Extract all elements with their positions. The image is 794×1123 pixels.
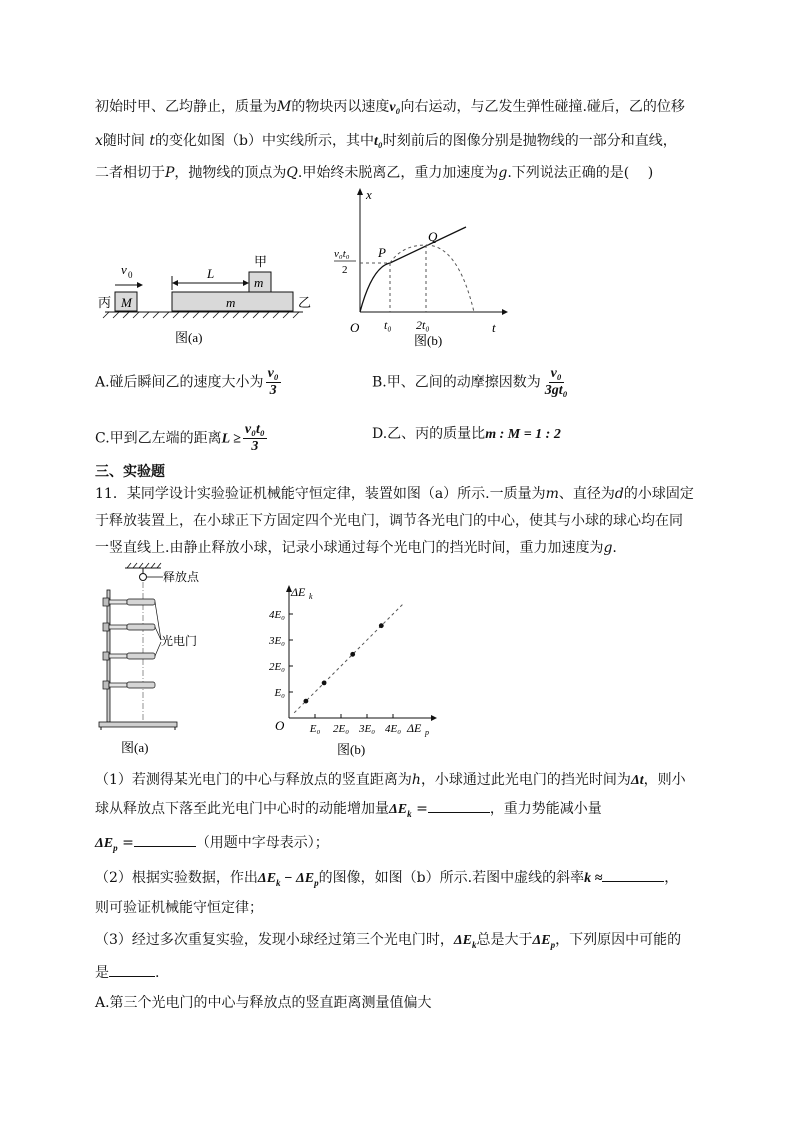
q10-stem-line1: 初始时甲、乙均静止，质量为M的物块丙以速度v₀向右运动，与乙发生弹性碰撞.碰后，乙的位移 — [95, 99, 685, 115]
q10-option-c[interactable]: C.甲到乙左端的距离L ≥ $\frac{\text{v₀t₀}}{3}$ — [95, 422, 265, 454]
q11-stem-line3: 一竖直线上.由静止释放小球，记录小球通过每个光电门的挡光时间，重力加速度为g. — [95, 540, 617, 556]
photogate-1 — [103, 598, 155, 606]
velocity-arrowhead — [137, 282, 143, 288]
q10-option-a[interactable]: A.碰后瞬间乙的速度大小为 $\frac{\text{v₀}}{3}$ — [95, 366, 279, 398]
photogate-3 — [103, 652, 155, 660]
blank-slope-k[interactable] — [602, 867, 664, 882]
fig-b-caption: 图(b) — [414, 333, 443, 348]
y-tick-label: 3E₀ — [268, 635, 285, 647]
x-axis-arrow — [357, 188, 363, 195]
parabola-dashed-continuation — [390, 245, 474, 312]
x-t-parabola — [360, 263, 390, 312]
L-label: L — [207, 266, 215, 281]
option-b-fraction: $\frac{\text{v₀}}{\text{3gt₀}}$ — [544, 366, 568, 398]
y-tick-label: 2E₀ — [268, 661, 285, 673]
q11-figure-b-chart — [255, 580, 445, 758]
ball — [140, 574, 147, 581]
origin-label: O — [350, 320, 360, 335]
bing-label: 丙 — [98, 295, 112, 310]
q11-stem-line1: 11．某同学设计实验验证机械能守恒定律，装置如图（a）所示.一质量为m、直径为d的小球固定 — [95, 486, 694, 502]
q10-stem-line3: 二者相切于P，抛物线的顶点为Q.甲始终未脱离乙，重力加速度为g.下列说法正确的是( ) — [95, 165, 654, 181]
jia-label: 甲 — [254, 254, 268, 269]
q11-stem-line2: 于释放装置上，在小球正下方固定四个光电门，调节各光电门的中心，使其与小球的球心均在同 — [95, 513, 683, 529]
x-tick-label: 2E₀ — [332, 723, 350, 735]
x-axis-label: x — [366, 187, 372, 202]
chart-y-label: ΔE — [291, 585, 306, 599]
option-a-fraction: $\frac{\text{v₀}}{3}$ — [267, 366, 279, 398]
chart-x-label-sub: p — [425, 728, 429, 737]
photogate-2 — [103, 623, 155, 631]
Q-label: Q — [428, 229, 438, 244]
ceiling-hatching — [127, 563, 161, 568]
block-M-label: M — [121, 295, 132, 310]
t0-tick: t₀ — [384, 318, 392, 332]
photogate-label: 光电门 — [161, 634, 198, 648]
stand-base — [99, 722, 177, 727]
q10-option-b[interactable]: B.甲、乙间的动摩擦因数为 $\frac{\text{v₀}}{\text{3gt₀}}$ — [372, 366, 568, 398]
data-point — [379, 623, 384, 628]
chart-origin: O — [275, 718, 285, 733]
data-point — [322, 681, 327, 686]
q11-part3-line1: （3）经过多次重复实验，发现小球经过第三个光电门时，$\Delta E_k$总是大于$\Delta E_p$，下列原因中可能的 — [95, 932, 682, 950]
q11-part1-line3: $\Delta E_p$ = （用题中字母表示）； — [95, 832, 329, 858]
q10-option-d[interactable]: D.乙、丙的质量比m : M = 1 : 2 — [372, 426, 561, 442]
fit-line — [294, 604, 403, 713]
y-tick-label: 4E₀ — [268, 609, 285, 621]
section-title: 三、实验题 — [95, 464, 165, 480]
chart-x-axis-arrow — [431, 715, 437, 721]
blank-delta-ep[interactable] — [134, 832, 196, 847]
block-jia-label: m — [254, 275, 264, 290]
q11-fig-a-caption: 图(a) — [121, 740, 149, 755]
q11-part2-line2: 则可验证机械能守恒定律； — [95, 900, 263, 916]
yi-label: 乙 — [298, 295, 312, 310]
q10-figure-a — [95, 250, 315, 350]
chart-y-label-sub: k — [309, 592, 313, 601]
blank-reason[interactable] — [109, 962, 155, 977]
L-arrow-right — [243, 280, 249, 286]
release-point-label: 释放点 — [163, 570, 200, 584]
y-tick-label: E₀ — [274, 687, 285, 699]
photogate-4 — [103, 681, 155, 689]
v0-sub: 0 — [128, 270, 133, 280]
board-m-label: m — [226, 295, 236, 310]
y-tick-denominator: 2 — [342, 264, 348, 276]
data-point — [350, 652, 355, 657]
q11-fig-b-caption: 图(b) — [337, 742, 366, 757]
q11-figure-a — [95, 560, 245, 758]
t-axis-arrow — [502, 309, 508, 315]
q11-part3-line2: 是 . — [95, 962, 159, 983]
option-c-fraction: $\frac{\text{v₀t₀}}{3}$ — [244, 422, 265, 454]
q11-part1-line1: （1）若测得某光电门的中心与释放点的竖直距离为h，小球通过此光电门的挡光时间为Δt，则小 — [95, 772, 686, 788]
q10-figure-b — [330, 185, 510, 350]
q10-stem-line2: x随时间 t的变化如图（b）中实线所示，其中t₀时刻前后的图像分别是抛物线的一部分和直线， — [95, 133, 677, 149]
P-label: P — [378, 245, 386, 260]
v0-label: v — [121, 262, 127, 277]
blank-delta-ek[interactable] — [428, 798, 490, 813]
chart-x-label: ΔE — [407, 721, 422, 735]
x-tick-label: E₀ — [309, 723, 321, 735]
fig-a-caption: 图(a) — [175, 330, 203, 345]
x-tick-label: 4E₀ — [384, 723, 402, 735]
2t0-tick: 2t₀ — [416, 318, 430, 332]
x-tick-label: 3E₀ — [358, 723, 376, 735]
data-point — [304, 699, 309, 704]
L-arrow-left — [172, 280, 178, 286]
q11-option-a[interactable]: A.第三个光电门的中心与释放点的竖直距离测量值偏大 — [95, 995, 432, 1011]
ground-hatching — [103, 312, 299, 318]
q11-part2-line1: （2）根据实验数据，作出$\Delta E_k - \Delta E_p$的图像，如图（b）所示.若图中虚线的斜率k ≈ ， — [95, 867, 678, 893]
y-tick-numerator: v₀t₀ — [334, 248, 350, 260]
q11-part1-line2: 球从释放点下落至此光电门中心时的动能增加量$\Delta E_k$ = ，重力势能减小量 — [95, 798, 602, 824]
t-axis-label: t — [492, 320, 496, 335]
